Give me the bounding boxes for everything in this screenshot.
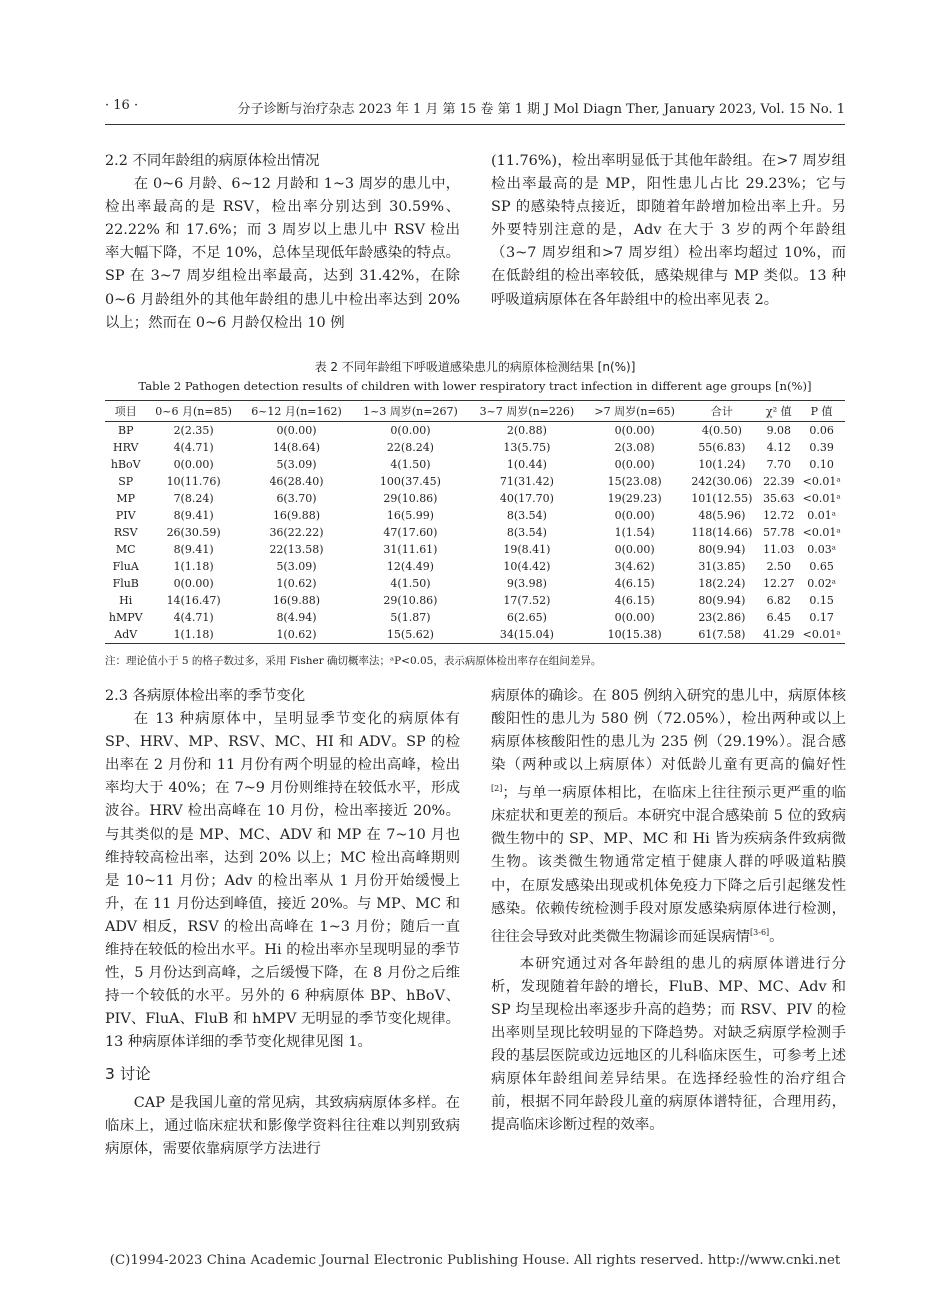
table-header-cell: 1~3 周岁(n=267) (352, 401, 468, 422)
table-cell: 0(0.00) (614, 458, 655, 471)
section-2-3-heading: 2.3 各病原体检出率的季节变化 (105, 688, 306, 704)
table-cell: 29(10.86) (383, 492, 438, 505)
table-cell: 80(9.94) (698, 594, 746, 607)
table-cell: 10(15.38) (585, 626, 684, 644)
table-cell: 47(17.60) (383, 526, 438, 539)
table-cell: 16(5.99) (386, 509, 434, 522)
table-cell: 0(0.00) (173, 458, 214, 471)
copyright-footer: (C)1994-2023 China Academic Journal Electronic Publishing House. All rights reserved. http://www.cnki.net (109, 1253, 841, 1268)
table-cell: 0(0.00) (614, 424, 655, 437)
table-row (105, 609, 845, 626)
table-cell: 41.29 (759, 626, 798, 644)
table-cell: 0.65 (809, 560, 834, 573)
left-column-top (105, 150, 460, 335)
table-header-cell: 0~6 月(n=85) (146, 401, 240, 422)
table-cell: 6(2.65) (506, 611, 547, 624)
citation-ref-2: [2] (491, 784, 503, 794)
header-rule (105, 124, 845, 125)
table-cell: 55(6.83) (698, 441, 746, 454)
table-cell: <0.01ᵃ (802, 526, 841, 539)
table-cell: 1(0.62) (276, 577, 317, 590)
table-cell: 2(3.08) (614, 441, 655, 454)
page-number: · 16 · (105, 98, 139, 113)
table-cell: 1(1.18) (146, 626, 240, 644)
section-2-2-text-right: (11.76%)，检出率明显低于其他年龄组。在>7 周岁组检出率最高的是 MP，阳性患儿占比 29.23%；它与 SP 的感染特点接近，即随着年龄增加检出率上升。另外要特别注意的是，Adv 在大于 3 岁的两个年龄组（3~7 周岁组和>7 周岁组）检出率均超过 10%，而在低龄组的检出率较低，感染规律与 MP 类似。13 种呼吸道病原体在各年龄组中的检出率见表 2。 (491, 153, 846, 308)
table-cell: 12(4.49) (386, 560, 434, 573)
table-header-row (105, 401, 845, 422)
table-cell: 14(8.64) (272, 441, 321, 454)
table-cell: 0.39 (809, 441, 834, 454)
table-cell: 35.63 (763, 492, 795, 505)
table-row (105, 490, 845, 507)
right-column-top (491, 150, 846, 312)
table-row (105, 439, 845, 456)
section-2-3-text: 在 13 种病原体中，呈明显季节变化的病原体有 SP、HRV、MP、RSV、MC、HI 和 ADV。SP 的检出率在 2 月份和 11 月份有两个明显的检出高峰，检出率均大于 40%；在 7~9 月份则维持在较低水平，形成波谷。HRV 检出高峰在 10 月份，检出率接近 20%。与其类似的是 MP、MC、ADV 和 MP 在 7~10 月也维持较高检出率，达到 20% 以上；MC 检出高峰期则是 10~11 月份；Adv 的检出率从 1 月份开始缓慢上升，在 11 月份达到峰值，接近 20%。与 MP、MC 和 ADV 相反，RSV 的检出高峰在 1~3 月份；随后一直维持在较低的检出水平。Hi 的检出率亦呈现明显的季节性，5 月份达到高峰，之后缓慢下降，在 8 月份之后维持一个较低的水平。另外的 6 种病原体 BP、hBoV、PIV、FluA、FluB 和 hMPV 无明显的季节变化规律。13 种病原体详细的季节变化规律见图 1。 (105, 711, 460, 1051)
table-cell: 13(5.75) (503, 441, 551, 454)
table-row (105, 507, 845, 524)
table-cell: 4(4.71) (173, 441, 214, 454)
table-cell: 4(4.71) (173, 611, 214, 624)
para1-mid-text: ；与单一病原体相比，在临床上往往预示更严重的临床症状和更差的预后。本研究中混合感染前 5 位的致病微生物中的 SP、MP、MC 和 Hi 皆为疾病条件致病微生物。该类微生物通常定植于健康人群的呼吸道粘膜中，在原发感染出现或机体免疫力下降之后引起继发性感染。依赖传统检测手段对原发感染病原体进行检测，往往会导致对此类微生物漏诊而延误病情 (491, 785, 846, 945)
table-cell: 10(4.42) (503, 560, 551, 573)
table-cell: 29(10.86) (383, 594, 438, 607)
table-cell: 10(1.24) (698, 458, 746, 471)
table-cell: 0.17 (809, 611, 834, 624)
table-cell: 4(0.50) (701, 424, 742, 437)
table-cell: 48(5.96) (698, 509, 746, 522)
table-cell: MC (115, 543, 136, 556)
table-cell: 19(8.41) (503, 543, 551, 556)
table-cell: MP (116, 492, 136, 505)
table-cell: 5(1.87) (390, 611, 431, 624)
table-cell: 1(0.62) (241, 626, 353, 644)
table-cell: 0.03ᵃ (807, 543, 836, 556)
table-cell: 46(28.40) (269, 475, 324, 488)
table-cell: 22(13.58) (269, 543, 324, 556)
table-cell: 2(0.88) (506, 424, 547, 437)
table-cell: 8(4.94) (276, 611, 317, 624)
table-cell: 12.27 (763, 577, 795, 590)
table-cell: 26(30.59) (166, 526, 221, 539)
table-cell: 2.50 (766, 560, 792, 573)
table-row (105, 456, 845, 473)
table-cell: 61(7.58) (684, 626, 759, 644)
table-cell: 16(9.88) (272, 594, 321, 607)
table-cell: 12.72 (763, 509, 795, 522)
table-cell: 34(15.04) (469, 626, 585, 644)
table-cell: 242(30.06) (691, 475, 753, 488)
table-cell: hBoV (110, 458, 141, 471)
table-cell: 23(2.86) (698, 611, 746, 624)
table-cell: 22.39 (763, 475, 795, 488)
table-cell: 1(0.44) (506, 458, 547, 471)
table-cell: 40(17.70) (499, 492, 554, 505)
table-row (105, 524, 845, 541)
running-header (105, 98, 845, 118)
table-header-cell: χ² 值 (759, 401, 798, 422)
table-cell: 101(12.55) (691, 492, 753, 505)
table-cell: 15(23.08) (607, 475, 662, 488)
table-cell: <0.01ᵃ (798, 626, 845, 644)
table-header-cell: >7 周岁(n=65) (585, 401, 684, 422)
table-cell: 80(9.94) (698, 543, 746, 556)
para1-end-text: 。 (769, 928, 784, 945)
table-cell: 0.06 (809, 424, 834, 437)
table-cell: HRV (113, 441, 139, 454)
right-column-bottom (491, 685, 846, 1137)
table-row (105, 473, 845, 490)
table-header-cell: 项目 (105, 401, 146, 422)
table-cell: AdV (105, 626, 146, 644)
table-cell: 2(2.35) (173, 424, 214, 437)
table-header-cell: 合计 (684, 401, 759, 422)
left-column-bottom (105, 685, 460, 1161)
citation-ref-3-6: [3-6] (750, 927, 770, 937)
table-body (105, 422, 845, 644)
table-row (105, 558, 845, 575)
table-cell: 14(16.47) (166, 594, 221, 607)
table-cell: 0(0.00) (276, 424, 317, 437)
table-cell: Hi (119, 594, 133, 607)
table-cell: 8(9.41) (173, 509, 214, 522)
table-cell: RSV (113, 526, 138, 539)
table-cell: 0(0.00) (614, 509, 655, 522)
table-cell: 6.82 (766, 594, 792, 607)
table-cell: hMPV (108, 611, 143, 624)
table-row (105, 626, 845, 644)
section-2-2-text-left: 在 0~6 月龄、6~12 月龄和 1~3 周岁的患儿中，检出率最高的是 RSV，检出率分别达到 30.59%、22.22% 和 17.6%；而 3 周岁以上患儿中 RSV 检出率大幅下降，不足 10%，总体呈现低年龄感染的特点。SP 在 3~7 周岁组检出率最高，达到 31.42%，在除 0~6 月龄组外的其他年龄组的患儿中检出率达到 20% 以上；然而在 0~6 月龄仅检出 10 例 (105, 176, 460, 331)
table-cell: 11.03 (763, 543, 795, 556)
table-cell: 9(3.98) (506, 577, 547, 590)
table-cell: 19(29.23) (607, 492, 662, 505)
table-cell: <0.01ᵃ (802, 492, 841, 505)
table-cell: 4(1.50) (390, 577, 431, 590)
table-note: 注：理论值小于 5 的格子数过多，采用 Fisher 确切概率法；ᵃP<0.05，表示病原体检出率存在组间差异。 (105, 655, 602, 667)
table-header-cell: 6~12 月(n=162) (241, 401, 353, 422)
section-3-para1-cont (491, 685, 846, 949)
table-cell: 8(3.54) (506, 526, 547, 539)
table-caption-cn: 表 2 不同年龄组下呼吸道感染患儿的病原体检测结果 [n(%)] (314, 360, 636, 374)
table-row (105, 422, 845, 440)
table-cell: 36(22.22) (269, 526, 324, 539)
table-cell: 1(1.54) (614, 526, 655, 539)
table-cell: 4(6.15) (614, 594, 655, 607)
table-cell: 0(0.00) (173, 577, 214, 590)
table-cell: 16(9.88) (272, 509, 321, 522)
table-cell: 15(5.62) (352, 626, 468, 644)
table-cell: 9.08 (766, 424, 792, 437)
table-cell: 8(3.54) (506, 509, 547, 522)
table-cell: 0(0.00) (614, 543, 655, 556)
table-cell: 4.12 (766, 441, 792, 454)
table-cell: 4(6.15) (614, 577, 655, 590)
table-caption-en: Table 2 Pathogen detection results of children with lower respiratory tract infection in different age groups [n(%)] (138, 379, 812, 393)
table-row (105, 541, 845, 558)
table-cell: 6.45 (766, 611, 792, 624)
table-cell: 5(3.09) (276, 458, 317, 471)
table-cell: 10(11.76) (166, 475, 221, 488)
table-cell: 1(1.18) (173, 560, 214, 573)
table-cell: BP (117, 424, 134, 437)
table-cell: 5(3.09) (276, 560, 317, 573)
table-cell: 71(31.42) (499, 475, 554, 488)
table-cell: 0(0.00) (614, 611, 655, 624)
table-row (105, 575, 845, 592)
table-cell: 0.10 (809, 458, 834, 471)
table-cell: FluA (112, 560, 139, 573)
table-cell: 7(8.24) (173, 492, 214, 505)
table-cell: PIV (115, 509, 136, 522)
journal-info: 分子诊断与治疗杂志 2023 年 1 月 第 15 卷 第 1 期 J Mol Diagn Ther, January 2023, Vol. 15 No. 1 (237, 102, 845, 117)
table-cell: 57.78 (763, 526, 795, 539)
table-cell: 0.01ᵃ (807, 509, 836, 522)
section-3-para1-start: CAP 是我国儿童的常见病，其致病病原体多样。在临床上，通过临床症状和影像学资料往往难以判别致病病原体，需要依靠病原学方法进行 (105, 1094, 460, 1157)
table-cell: 8(9.41) (173, 543, 214, 556)
table-cell: 31(3.85) (698, 560, 746, 573)
table-cell: SP (118, 475, 134, 488)
table-cell: 17(7.52) (503, 594, 551, 607)
table-cell: 0.15 (809, 594, 834, 607)
table-cell: 6(3.70) (276, 492, 317, 505)
table-cell: 0.02ᵃ (807, 577, 836, 590)
section-3-heading: 3 讨论 (105, 1064, 151, 1083)
table-header-cell: 3~7 周岁(n=226) (469, 401, 585, 422)
section-2-2-heading: 2.2 不同年龄组的病原体检出情况 (105, 153, 320, 169)
pathogen-table (105, 400, 845, 644)
table-cell: 31(11.61) (383, 543, 438, 556)
section-3-para2: 本研究通过对各年龄组的患儿的病原体谱进行分析，发现随着年龄的增长，FluB、MP、MC、Adv 和 SP 均呈现检出率逐步升高的趋势；而 RSV、PIV 的检出率则呈现比较明显的下降趋势。对缺乏病原学检测手段的基层医院或边远地区的儿科临床医生，可参考上述病原体年龄组间差异结果。在选择经验性的治疗组合前，根据不同年龄段儿童的病原体谱特征，合理用药，提高临床诊断过程的效率。 (491, 955, 846, 1134)
table-cell: 0(0.00) (390, 424, 431, 437)
table-cell: 4(1.50) (390, 458, 431, 471)
table-cell: FluB (112, 577, 139, 590)
table-cell: 7.70 (766, 458, 792, 471)
table-cell: <0.01ᵃ (802, 475, 841, 488)
table-cell: 100(37.45) (379, 475, 441, 488)
table-cell: 118(14.66) (691, 526, 753, 539)
table-cell: 3(4.62) (614, 560, 655, 573)
table-header-cell: P 值 (798, 401, 845, 422)
table-cell: 18(2.24) (698, 577, 746, 590)
para1-cont-text: 病原体的确诊。在 805 例纳入研究的患儿中，病原体核酸阳性的患儿为 580 例（72.05%），检出两种或以上病原体核酸阳性的患儿为 235 例（29.19%）。混合感染（两种或以上病原体）对低龄儿童有更高的偏好性 (491, 688, 846, 774)
table-cell: 22(8.24) (386, 441, 434, 454)
table-row (105, 592, 845, 609)
